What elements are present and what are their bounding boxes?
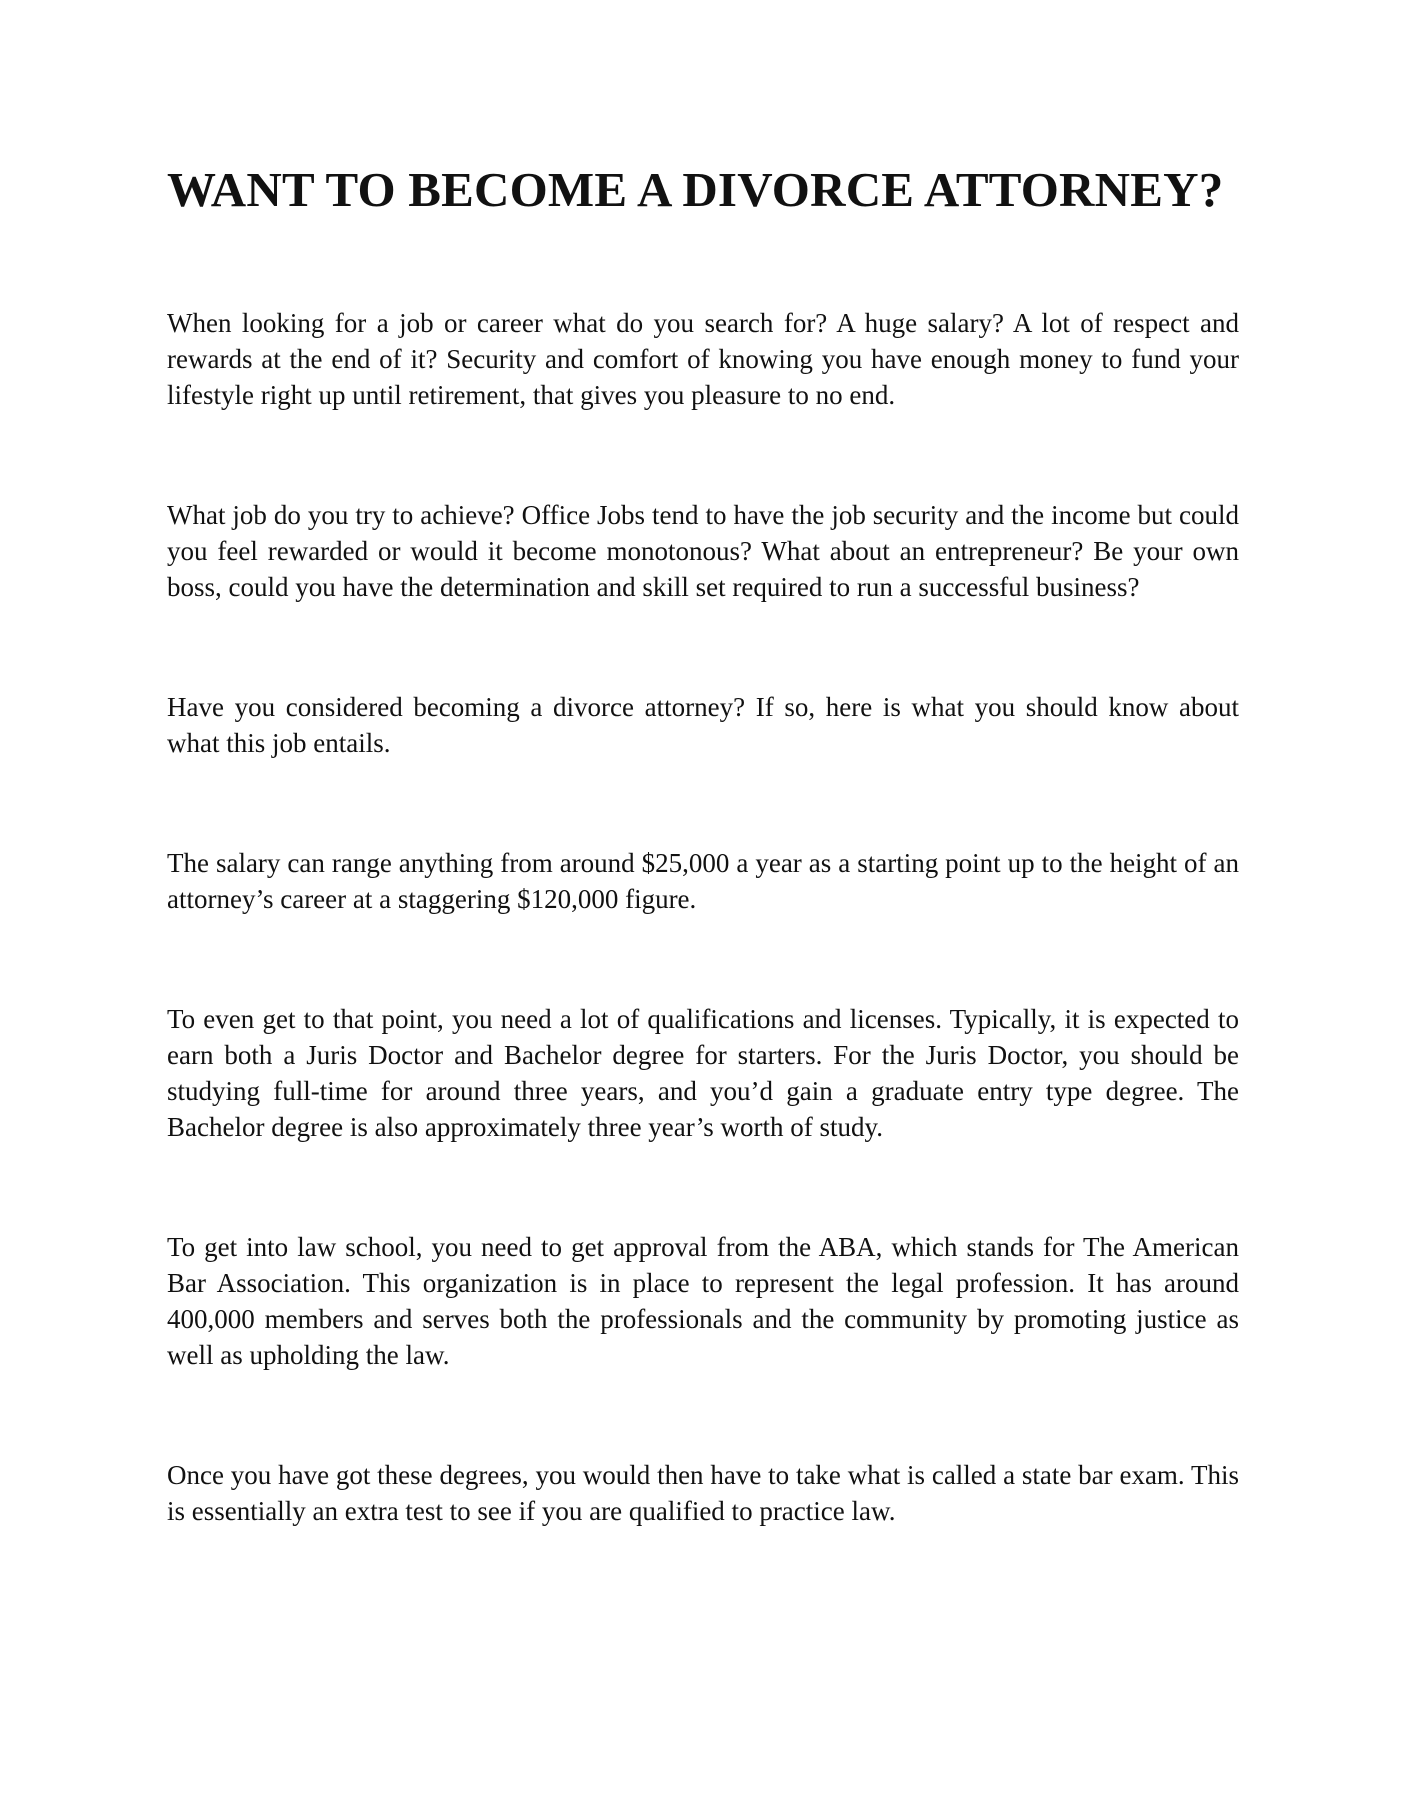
paragraph-1: When looking for a job or career what do you search for? A huge salary? A lot of respect and rewards at the end of it? Security and comfort of knowing you have enough money to fund your lifestyle right up until retirement, that gives you pleasure to no end.	[167, 308, 1239, 410]
paragraph-2: What job do you try to achieve? Office Jobs tend to have the job security and the income but could you feel rewarded or would it become monotonous? What about an entrepreneur? Be your own boss, could you have the determination and skill set required to run a successful business?	[167, 500, 1239, 602]
paragraph-7: Once you have got these degrees, you would then have to take what is called a state bar exam. This is essentially an extra test to see if you are qualified to practice law.	[167, 1460, 1239, 1526]
paragraph-6: To get into law school, you need to get approval from the ABA, which stands for The American Bar Association. This organization is in place to represent the legal profession. It has around 400,000 members and serves both the professionals and the community by promoting justice as well as upholding the law.	[167, 1232, 1239, 1370]
paragraph-4: The salary can range anything from around $25,000 a year as a starting point up to the height of an attorney’s career at a staggering $120,000 figure.	[167, 848, 1239, 914]
page-title: WANT TO BECOME A DIVORCE ATTORNEY?	[167, 162, 1224, 217]
paragraph-3: Have you considered becoming a divorce attorney? If so, here is what you should know about what this job entails.	[167, 692, 1239, 758]
paragraph-5: To even get to that point, you need a lot of qualifications and licenses. Typically, it is expected to earn both a Juris Doctor and Bachelor degree for starters. For the Juris Doctor, you should be studying full-time for around three years, and you’d gain a graduate entry type degree. The Bachelor degree is also approximately three year’s worth of study.	[167, 1004, 1239, 1142]
